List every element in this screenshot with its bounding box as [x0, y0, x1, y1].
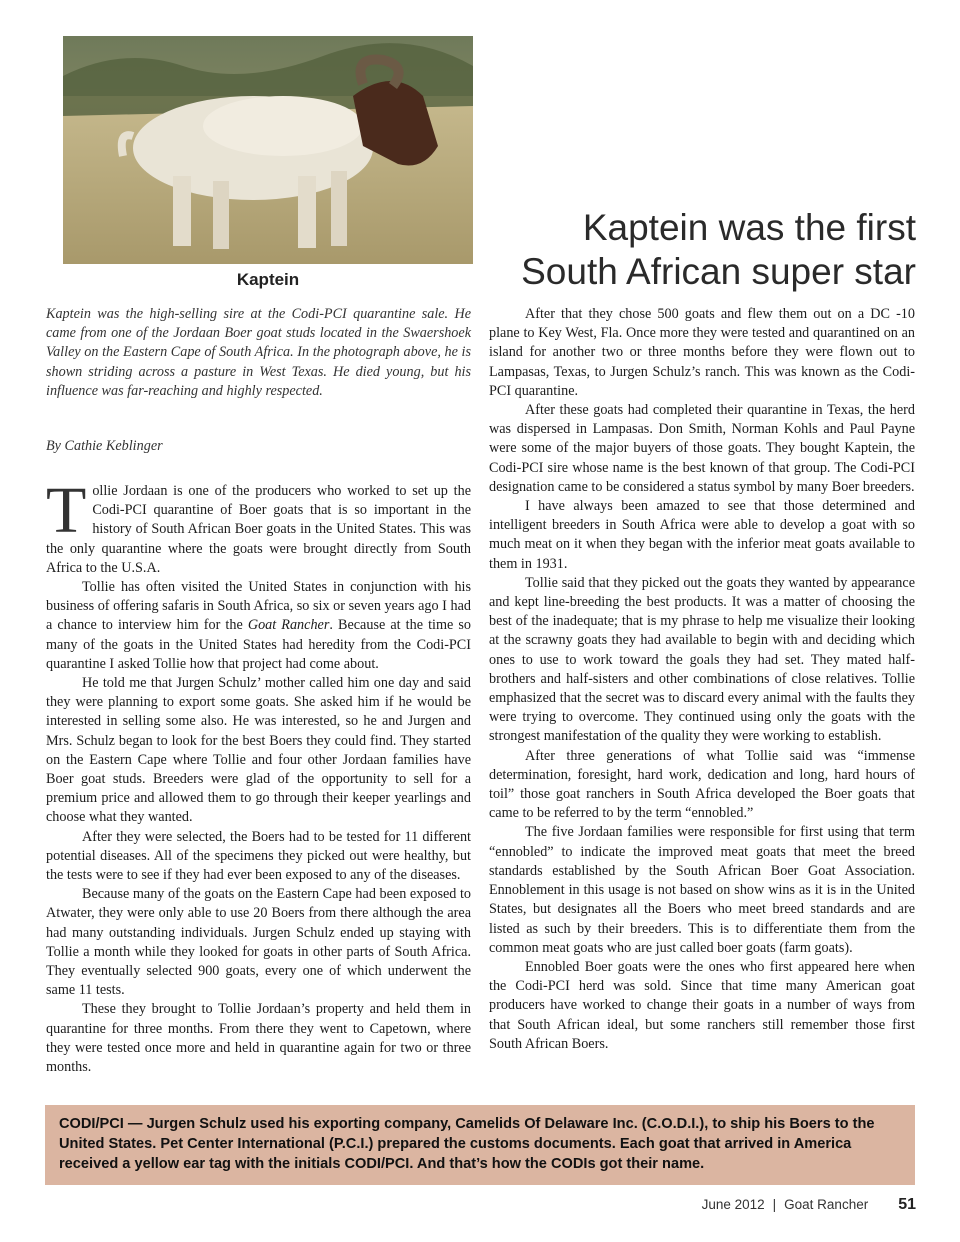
paragraph-text: Tollie has often visited the United States in conjunction with his business of offering safaris in South Africa, so six or seven years ago I had a chance to interview him for the [46, 579, 471, 634]
headline-line-1: Kaptein was the first [582, 207, 916, 248]
body-paragraph: Tollie said that they picked out the goats they wanted by appearance and kept line-breeding the best products. It was a matter of choosing the best of the inadequate; that is my phrase to help me visualize their looking at the scrawny goats they had available to begin with and deciding which ones to use to work toward the goals they had set. They mated half-brothers and half-sisters and other combinations of close relatives. Tollie emphasized that the secret was to discard every animal with the faults they were trying to overcome. They continued using only the goats with the strongest manifestation of the quality they were working to establish. [489, 574, 915, 745]
paragraph-text: ollie Jordaan is one of the producers who worked to set up the Codi-PCI quarantine of Boer goats that is so important in the history of South African Boer goats in the United States. This was the only quarantine where the goats were brought directly from South Africa to the U.S.A. [46, 483, 471, 576]
body-paragraph: Ennobled Boer goats were the ones who first appeared here when the Codi-PCI herd was sold. Since that time many American goat producers have worked to change their goats in a number of ways from that South African ideal, but some ranchers still remember those first South African Boers. [489, 958, 915, 1052]
publication-title: Goat Rancher [784, 1197, 869, 1212]
drop-cap: T [46, 474, 87, 547]
left-column [46, 474, 471, 1077]
photo-caption: Kaptein [236, 270, 300, 289]
page-footer [600, 1196, 916, 1216]
page-number: 51 [898, 1196, 916, 1213]
publication-name: Goat Rancher [247, 617, 330, 634]
body-paragraph [46, 578, 471, 674]
body-paragraph: After they were selected, the Boers had to be tested for 11 different potential diseases. All of the specimens they picked out were healthy, but the tests were to see if they had ever been exposed to any of the diseases. [46, 828, 471, 884]
body-paragraph [46, 474, 471, 578]
paragraph-text: . Because at the time so many of the goats in the United States had heredity from the Codi-PCI quarantine I asked Tollie how that project had come about. [46, 617, 471, 672]
right-column [489, 305, 915, 1054]
kaptein-photo [63, 36, 473, 264]
body-paragraph: After three generations of what Tollie said was “immense determination, foresight, hard work, dedication and long, hard hours of toil” those goat ranchers in South Africa developed the Boer goats that came to be referred to by the term “ennobled.” [489, 747, 915, 822]
codi-pci-sidebar: CODI/PCI — Jurgen Schulz used his exporting company, Camelids Of Delaware Inc. (C.O.D.I.), to ship his Boers to the United States. Pet Center International (P.C.I.) prepared the customs documents. Each goat that arrived in America received a yellow ear tag with the initials CODI/PCI. And that’s how the CODIs got their name. [45, 1105, 915, 1185]
footer-separator: | [772, 1197, 777, 1212]
body-paragraph: He told me that Jurgen Schulz’ mother called him one day and said they were planning to export some goats. She asked him if he would be interested in selling some also. He was interested, so he and Jurgen and Mrs. Schulz began to look for the best Boers they could find. They started on the Eastern Cape where Tollie and four other Jordaan families have Boer goat studs. Breeders were glad of the opportunity to sell for a premium price and allowed them to go through their keeper yearlings and choose what they wanted. [46, 675, 471, 826]
body-paragraph: I have always been amazed to see that those determined and intelligent breeders in South Africa were able to develop a goat with so much meat on it when they began with the inferior meat goats available to them in 1931. [489, 498, 915, 572]
body-paragraph: These they brought to Tollie Jordaan’s property and held them in quarantine for three months. From there they went to Capetown, where they were tested once more and held in quarantine again for two or three months. [46, 1001, 471, 1076]
body-paragraph: The five Jordaan families were responsible for first using that term “ennobled” to indicate the improved meat goats that meet the breed standards established by the South African Boer Goat Association. Ennoblement in this usage is not based on show wins as it is in the United States, but designates all the Boers who meet breed standards and are listed as such by their breeders. This is to differentiate them from the common meat goats who are just called boer goats (farm goats). [489, 824, 915, 956]
body-paragraph: After these goats had completed their quarantine in Texas, the herd was dispersed in Lampasas. Don Smith, Norman Kohls and Paul Payne were some of the major buyers of those goats. They bought Kaptein, the Codi-PCI sire whose name is the best known of that group. The Codi-PCI designation came to be considered a status symbol by many Boer breeders. [489, 402, 915, 495]
goat-image [63, 36, 473, 264]
article-headline [480, 206, 916, 294]
issue-date: June 2012 [701, 1197, 765, 1212]
headline-line-2: South African super star [521, 251, 916, 292]
body-paragraph: Because many of the goats on the Eastern Cape had been exposed to Atwater, they were only able to use 20 Boers from there although the area had many outstanding individuals. Jurgen Schulz ended up staying with Tollie a month while they looked for goats in other parts of South Africa. They eventually selected 900 goats, every one of which underwent the same 11 tests. [46, 886, 471, 999]
intro-paragraph: Kaptein was the high-selling sire at the Codi-PCI quarantine sale. He came from one of the Jordaan Boer goat studs located in the Swaershoek Valley on the Eastern Cape of South Africa. In the photograph above, he is shown striding across a pasture in West Texas. He died young, but his influence was far-reaching and highly respected. [46, 306, 471, 399]
byline: By Cathie Keblinger [46, 438, 163, 454]
body-paragraph: After that they chose 500 goats and flew them out on a DC -10 plane to Key West, Fla. Once more they were tested and quarantined on an island for another two or three months before they were flown out to Lampasas, Texas, to Jurgen Schulz’s ranch. This was known as the Codi-PCI quarantine. [489, 306, 915, 399]
